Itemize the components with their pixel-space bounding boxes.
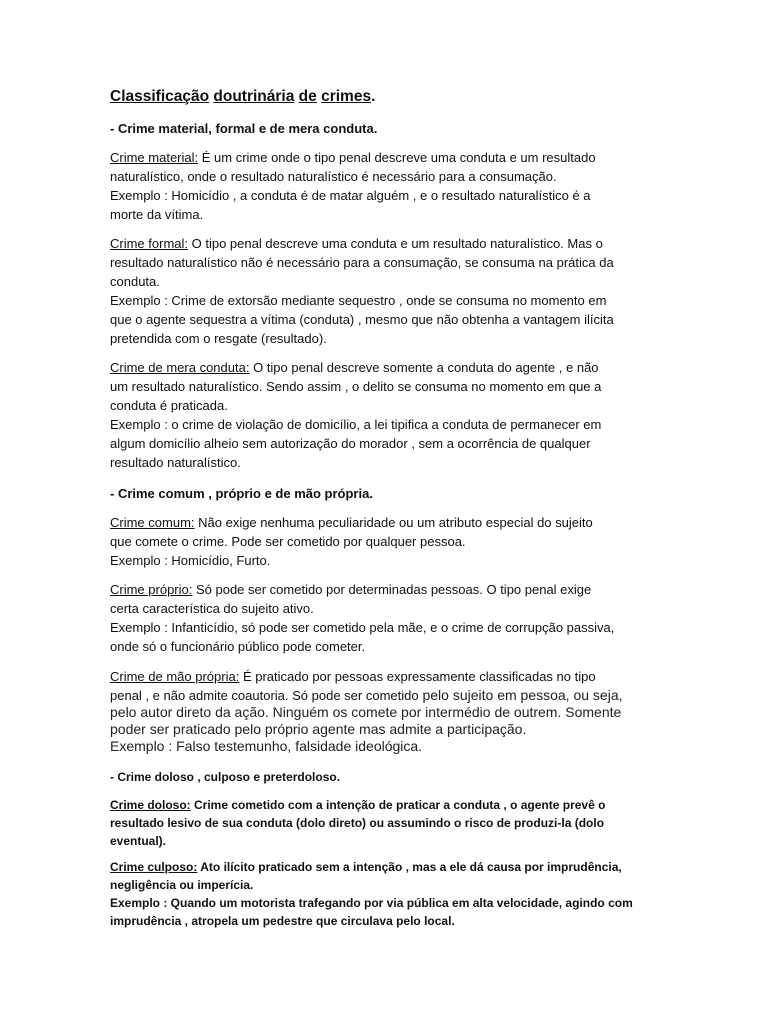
label-crime-material: Crime material:: [110, 150, 199, 165]
section-heading-2: - Crime comum , próprio e de mão própria.: [110, 486, 373, 501]
paragraph-crime-mera-conduta: [110, 358, 670, 472]
text-line: É praticado por pessoas expressamente classificadas no tipo: [239, 669, 596, 684]
text-line: que comete o crime. Pode ser cometido por qualquer pessoa.: [110, 534, 466, 549]
title-word-4: crimes: [321, 88, 372, 105]
text-line: conduta.: [110, 274, 160, 289]
label-crime-doloso: Crime doloso:: [110, 798, 191, 812]
text-line: Exemplo : o crime de violação de domicílio, a lei tipifica a conduta de permanecer em: [110, 417, 602, 432]
text-line: Não exige nenhuma peculiaridade ou um atributo especial do sujeito: [194, 515, 593, 530]
text-line: eventual).: [110, 834, 167, 848]
text-line: resultado lesivo de sua conduta (dolo direto) ou assumindo o risco de produzi-la (dolo: [110, 816, 605, 830]
paragraph-crime-formal: [110, 234, 670, 348]
label-crime-culposo: Crime culposo:: [110, 860, 198, 874]
text-line: algum domicílio alheio sem autorização do morador , sem a ocorrência de qualquer: [110, 436, 591, 451]
text-line: Crime cometido com a intenção de praticar a conduta , o agente prevê o: [190, 798, 606, 812]
text-line: que o agente sequestra a vítima (conduta) , mesmo que não obtenha a vantagem ilícita: [110, 312, 614, 327]
text-line: penal , e não admite coautoria. Só pode ser cometido: [110, 688, 419, 703]
text-line: poder ser praticado pelo próprio agente mas admite a participação.: [110, 721, 527, 737]
text-line: Exemplo : Crime de extorsão mediante sequestro , onde se consuma no momento em: [110, 293, 607, 308]
text-line: naturalístico, onde o resultado naturalístico é necessário para a consumação.: [110, 169, 557, 184]
paragraph-crime-proprio: [110, 580, 670, 656]
text-line: pretendida com o resgate (resultado).: [110, 331, 327, 346]
text-line: resultado naturalístico.: [110, 455, 241, 470]
label-crime-mao-propria: Crime de mão própria:: [110, 669, 240, 684]
title-word-3: de: [298, 88, 317, 105]
text-line: Exemplo : Falso testemunho, falsidade ideológica.: [110, 738, 423, 754]
text-line: morte da vítima.: [110, 207, 204, 222]
paragraph-crime-culposo: [110, 858, 670, 930]
text-line: negligência ou imperícia.: [110, 878, 254, 892]
text-line: pelo sujeito em pessoa, ou seja,: [418, 687, 623, 703]
section-heading-3: - Crime doloso , culposo e preterdoloso.: [110, 770, 341, 784]
text-line: imprudência , atropela um pedestre que circulava pelo local.: [110, 914, 455, 928]
text-line: Ato ilícito praticado sem a intenção , mas a ele dá causa por imprudência,: [197, 860, 622, 874]
text-line: Exemplo : Homicídio , a conduta é de matar alguém , e o resultado naturalístico é a: [110, 188, 591, 203]
document-title: [110, 87, 670, 107]
label-crime-comum: Crime comum:: [110, 515, 195, 530]
title-word-2: doutrinária: [213, 88, 295, 105]
title-word-1: Classificação: [110, 88, 210, 105]
paragraph-crime-comum: [110, 513, 670, 570]
text-line: pelo autor direto da ação. Ninguém os comete por intermédio de outrem. Somente: [110, 704, 622, 720]
title-period: .: [371, 88, 376, 105]
text-line: conduta é praticada.: [110, 398, 228, 413]
text-line: O tipo penal descreve uma conduta e um resultado naturalístico. Mas o: [188, 236, 603, 251]
text-line: resultado naturalístico não é necessário para a consumação, se consuma na prática da: [110, 255, 614, 270]
paragraph-crime-mao-propria-cont: [110, 704, 670, 755]
paragraph-crime-doloso: [110, 796, 670, 850]
text-line: um resultado naturalístico. Sendo assim , o delito se consuma no momento em que a: [110, 379, 602, 394]
label-crime-proprio: Crime próprio:: [110, 582, 193, 597]
label-crime-formal: Crime formal:: [110, 236, 189, 251]
paragraph-crime-mao-propria: [110, 667, 670, 705]
text-line: Exemplo : Quando um motorista trafegando por via pública em alta velocidade, agindo com: [110, 896, 633, 910]
text-line: Exemplo : Homicídio, Furto.: [110, 553, 271, 568]
label-crime-mera-conduta: Crime de mera conduta:: [110, 360, 250, 375]
text-line: certa característica do sujeito ativo.: [110, 601, 314, 616]
text-line: É um crime onde o tipo penal descreve uma conduta e um resultado: [198, 150, 596, 165]
text-line: onde só o funcionário público pode cometer.: [110, 639, 366, 654]
text-line: Exemplo : Infanticídio, só pode ser cometido pela mãe, e o crime de corrupção passiva,: [110, 620, 615, 635]
text-line: Só pode ser cometido por determinadas pessoas. O tipo penal exige: [192, 582, 592, 597]
paragraph-crime-material: [110, 148, 670, 224]
text-line: O tipo penal descreve somente a conduta do agente , e não: [249, 360, 599, 375]
section-heading-1: - Crime material, formal e de mera conduta.: [110, 121, 378, 136]
